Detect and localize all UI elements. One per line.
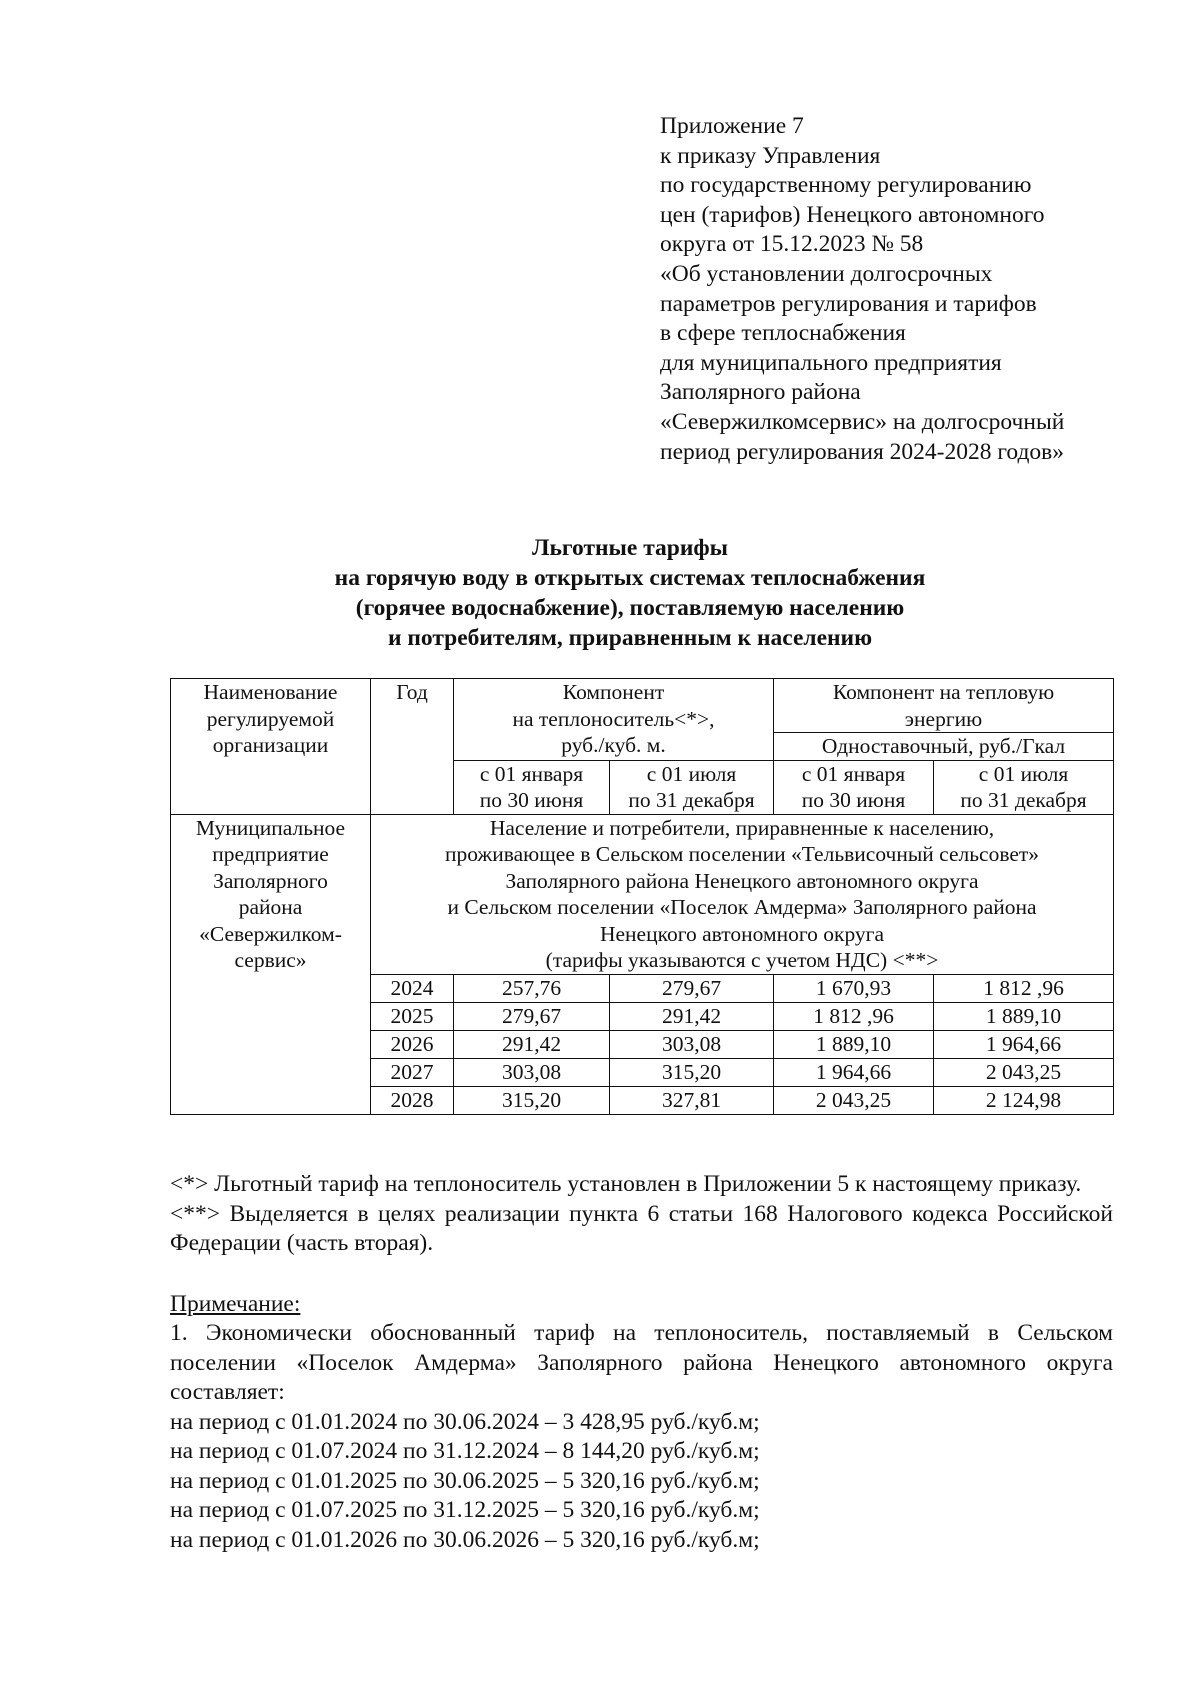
- title-line: на горячую воду в открытых системах теплоснабжения: [334, 565, 926, 591]
- carrier-h2-cell: 279,67: [610, 974, 774, 1002]
- period-line: на период с 01.01.2024 по 30.06.2024 – 3 428,95 руб./куб.м;: [170, 1408, 760, 1435]
- period-line: с 01 июля: [646, 761, 737, 786]
- title-line: (горячее водоснабжение), поставляемую населению: [355, 595, 905, 621]
- period-line: на период с 01.01.2025 по 30.06.2025 – 5 320,16 руб./куб.м;: [170, 1467, 760, 1494]
- period-line: с 01 января: [801, 761, 906, 786]
- org-name-line: сервис»: [234, 948, 307, 972]
- carrier-h1-cell: 279,67: [454, 1002, 610, 1030]
- year-cell: 2025: [371, 1002, 454, 1030]
- header-energy-sub: Одноставочный, руб./Гкал: [774, 733, 1114, 761]
- period-line: на период с 01.01.2026 по 30.06.2026 – 5 320,16 руб./куб.м;: [170, 1526, 760, 1553]
- carrier-h2-cell: 291,42: [610, 1002, 774, 1030]
- energy-h2-cell: 2 124,98: [934, 1086, 1114, 1114]
- appendix-line: по государственному регулированию: [660, 172, 1032, 199]
- note-item-1: 1. Экономически обоснованный тариф на теплоноситель, поставляемый в Сельском поселении «Поселок Амдерма» Заполярного района Ненецкого автономного округа составляет:: [170, 1320, 1113, 1405]
- appendix-line: Заполярного района: [660, 379, 861, 406]
- energy-h2-cell: 2 043,25: [934, 1058, 1114, 1086]
- carrier-h2-cell: 327,81: [610, 1086, 774, 1114]
- energy-h1-cell: 2 043,25: [774, 1086, 934, 1114]
- energy-h1-cell: 1 964,66: [774, 1058, 934, 1086]
- period-line: с 01 июля: [978, 761, 1069, 786]
- energy-h1-cell: 1 670,93: [774, 974, 934, 1002]
- appendix-header: [660, 112, 1130, 467]
- header-carrier-line: на теплоноситель<*>,: [512, 706, 715, 731]
- header-energy-line: Компонент на тепловую: [832, 680, 1055, 704]
- period-line: по 30 июня: [801, 788, 906, 812]
- footnotes-section: [170, 1170, 1113, 1555]
- footnote-carrier: <*> Льготный тариф на теплоноситель установлен в Приложении 5 к настоящему приказу.: [170, 1171, 1082, 1197]
- carrier-h1-cell: 303,08: [454, 1058, 610, 1086]
- carrier-h2-cell: 315,20: [610, 1058, 774, 1086]
- appendix-line: для муниципального предприятия: [660, 349, 1002, 376]
- org-name-line: района: [238, 895, 303, 919]
- consumers-note-line: Население и потребители, приравненные к населению,: [489, 815, 995, 840]
- appendix-line: параметров регулирования и тарифов: [660, 290, 1037, 317]
- year-cell: 2024: [371, 974, 454, 1002]
- note-heading: Примечание:: [170, 1290, 301, 1317]
- header-org: Наименование регулируемой организации: [171, 679, 371, 815]
- appendix-line: период регулирования 2024-2028 годов»: [660, 438, 1065, 465]
- org-name-line: Заполярного: [213, 868, 328, 893]
- org-name-line: Муниципальное: [195, 815, 346, 840]
- period-line: по 31 декабря: [628, 788, 755, 812]
- period-line: с 01 января: [479, 761, 584, 786]
- consumers-note-line: Ненецкого автономного округа: [599, 921, 885, 946]
- carrier-h2-cell: 303,08: [610, 1030, 774, 1058]
- energy-h2-cell: 1 889,10: [934, 1002, 1114, 1030]
- energy-h1-cell: 1 812 ,96: [774, 1002, 934, 1030]
- appendix-line: в сфере теплоснабжения: [660, 320, 906, 347]
- appendix-line: к приказу Управления: [660, 142, 881, 169]
- consumers-note-line: и Сельском поселении «Поселок Амдерма» Заполярного района: [447, 895, 1037, 919]
- header-period-energy-1: [774, 760, 934, 814]
- header-carrier-line: Компонент: [562, 680, 665, 704]
- tariff-table: [170, 678, 1114, 1115]
- org-name-cell: [171, 814, 371, 1114]
- document-title: [160, 533, 1100, 653]
- title-line: и потребителям, приравненным к населению: [387, 625, 873, 651]
- appendix-line: Приложение 7: [660, 113, 804, 139]
- carrier-h1-cell: 315,20: [454, 1086, 610, 1114]
- period-line: на период с 01.07.2024 по 31.12.2024 – 8 144,20 руб./куб.м;: [170, 1438, 760, 1464]
- footnote-vat: <**> Выделяется в целях реализации пункта 6 статьи 168 Налогового кодекса Российской Федерации (часть вторая).: [170, 1200, 1113, 1256]
- appendix-line: «Севержилкомсервис» на долгосрочный: [660, 408, 1065, 435]
- header-energy-line: энергию: [904, 706, 983, 731]
- carrier-h1-cell: 291,42: [454, 1030, 610, 1058]
- appendix-line: цен (тарифов) Ненецкого автономного: [660, 201, 1045, 228]
- carrier-h1-cell: 257,76: [454, 974, 610, 1002]
- header-energy: [774, 679, 1114, 733]
- title-line: Льготные тарифы: [532, 535, 728, 561]
- note-periods: [170, 1408, 1113, 1556]
- energy-h2-cell: 1 964,66: [934, 1030, 1114, 1058]
- header-period-carrier-1: [454, 760, 610, 814]
- period-line: по 31 декабря: [960, 788, 1087, 812]
- appendix-line: округа от 15.12.2023 № 58: [660, 231, 924, 258]
- consumers-note-cell: [371, 814, 1114, 974]
- appendix-line: «Об установлении долгосрочных: [660, 260, 993, 287]
- year-cell: 2028: [371, 1086, 454, 1114]
- org-name-line: «Севержилком-: [199, 921, 342, 946]
- header-period-energy-2: [934, 760, 1114, 814]
- header-period-carrier-2: [610, 760, 774, 814]
- org-name-line: предприятие: [212, 842, 329, 866]
- consumers-note-line: Заполярного района Ненецкого автономного округа: [505, 868, 979, 893]
- consumers-note-line: проживающее в Сельском поселении «Тельвисочный сельсовет»: [444, 842, 1040, 866]
- consumers-note-line: (тарифы указываются с учетом НДС) <**>: [545, 948, 939, 972]
- header-carrier-line: руб./куб. м.: [561, 733, 666, 757]
- energy-h1-cell: 1 889,10: [774, 1030, 934, 1058]
- header-carrier: [454, 679, 774, 761]
- period-line: по 30 июня: [479, 788, 584, 812]
- header-year: Год: [371, 679, 454, 815]
- energy-h2-cell: 1 812 ,96: [934, 974, 1114, 1002]
- year-cell: 2027: [371, 1058, 454, 1086]
- period-line: на период с 01.07.2025 по 31.12.2025 – 5 320,16 руб./куб.м;: [170, 1497, 760, 1523]
- year-cell: 2026: [371, 1030, 454, 1058]
